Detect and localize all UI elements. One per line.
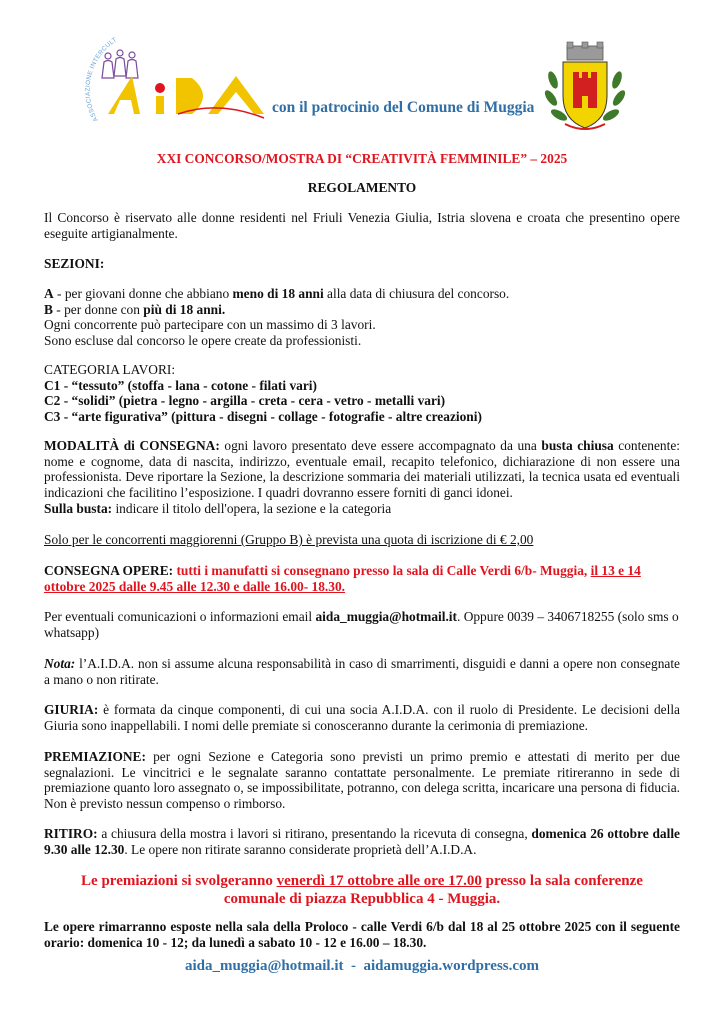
categoria-c3: C3 - “arte figurativa” (pittura - disegni - collage - fotografie - altre creazioni) — [44, 408, 482, 424]
consegna-paragraph: CONSEGNA OPERE: tutti i manufatti si consegnano presso la sala di Calle Verdi 6/b- Muggia, il 13 e 14 ottobre 2025 dalle 9.45 alle 12.30 e dalle 16.00- 18.30. — [44, 563, 641, 594]
ceremony-announcement: Le premiazioni si svolgeranno venerdì 17 ottobre alle ore 17.00 presso la sala conferenze comunale di piazza Repubblica 4 - Muggia. — [81, 873, 643, 907]
max-lavori: Ogni concorrente può partecipare con un massimo di 3 lavori. — [44, 317, 376, 333]
info-paragraph: Per eventuali comunicazioni o informazioni email aida_muggia@hotmail.it. Oppure 0039 – 3406718255 (solo sms o whatsapp) — [44, 609, 679, 640]
categoria-c2: C2 - “solidi” (pietra - legno - argilla - creta - cera - vetro - metalli vari) — [44, 393, 446, 409]
ritiro-paragraph: RITIRO: a chiusura della mostra i lavori si ritirano, presentando la ricevuta di consegna, domenica 26 ottobre dalle 9.30 alle 12.30. Le opere non ritirate saranno considerate proprietà dell’A.I.D.A. — [44, 826, 680, 857]
categoria-heading: CATEGORIA LAVORI: — [44, 362, 176, 377]
esposizione-paragraph: Le opere rimarranno esposte nella sala della Proloco - calle Verdi 6/b dal 18 al 25 ottobre 2025 con il seguente orario: domenica 10 - 12; da lunedì a sabato 10 - 12 e 16.00 – 18.30. — [44, 919, 680, 950]
aida-logo — [68, 34, 268, 126]
women-figures-icon — [102, 50, 138, 78]
sezioni-block — [44, 286, 680, 348]
contact-email[interactable]: aida_muggia@hotmail.it — [315, 609, 457, 624]
muggia-coat-of-arms — [543, 40, 627, 134]
modalita-paragraph: MODALITÀ di CONSEGNA: ogni lavoro presentato deve essere accompagnato da una busta chiusa contenente: nome e cognome, data di nascita, indirizzo, eventuale email, recapito telefonico, dichiarazione di non essere una professionista. Deve riportare la Sezione, la descrizione sommaria dei materiali utilizzati, la tecnica usata ed eventuali indicazioni che facilitino l’esposizione. I quadri dovranno essere forniti di ganci idonei. — [44, 438, 680, 500]
nota-paragraph: Nota: l’A.I.D.A. non si assume alcuna responsabilità in caso di smarrimenti, disguidi e danni a opere non consegnate a mano o non ritirate. — [44, 656, 680, 687]
footer-contacts[interactable]: aida_muggia@hotmail.it - aidamuggia.wordpress.com — [184, 958, 540, 974]
intro-paragraph: Il Concorso è riservato alle donne residenti nel Friuli Venezia Giulia, Istria slovena e croata che presentino opere eseguite artigianalmente. — [44, 210, 680, 241]
aida-letters-icon — [108, 76, 264, 118]
sezioni-heading: SEZIONI: — [44, 256, 105, 271]
quota-iscrizione: Solo per le concorrenti maggiorenni (Gruppo B) è prevista una quota di iscrizione di € 2,00 — [44, 532, 534, 547]
regolamento-heading: REGOLAMENTO — [307, 180, 417, 195]
giuria-paragraph: GIURIA: è formata da cinque componenti, di cui una socia A.I.D.A. con il ruolo di Presidente. Le decisioni della Giuria sono inappellabili. I nomi delle premiate si conosceranno durante la cerimonia di premiazione. — [44, 702, 680, 733]
sezione-b: B - per donne con più di 18 anni. — [44, 301, 226, 317]
crown-icon — [567, 42, 603, 60]
categoria-c1: C1 - “tessuto” (stoffa - lana - cotone - filati vari) — [44, 377, 317, 393]
castle-icon — [573, 72, 597, 108]
sulla-busta: Sulla busta: indicare il titolo dell'opera, la sezione e la categoria — [44, 501, 392, 516]
patronage-line: con il patrocinio del Comune di Muggia — [272, 99, 535, 116]
premiazione-paragraph: PREMIAZIONE: per ogni Sezione e Categoria sono previsti un primo premio e attestati di merito per due segnalazioni. Le vincitrici e le segnalate saranno contattate personalmente. Le premiate ritireranno in sede di premiazione quanto loro assegnato o, se impossibilitate, potranno, con delega scritta, incaricare una persona di fiducia. Non è previsto nessun compenso o rimborso. — [44, 749, 680, 811]
categoria-block — [44, 362, 680, 424]
escluse-professionisti: Sono escluse dal concorso le opere create da professionisti. — [44, 332, 362, 348]
aida-arc-text: ASSOCIAZIONE INTERCULT — [84, 36, 119, 123]
sezione-a: A - per giovani donne che abbiano meno di 18 anni alla data di chiusura del concorso. — [44, 286, 510, 301]
contest-title: XXI CONCORSO/MOSTRA DI “CREATIVITÀ FEMMINILE” – 2025 — [156, 151, 568, 166]
